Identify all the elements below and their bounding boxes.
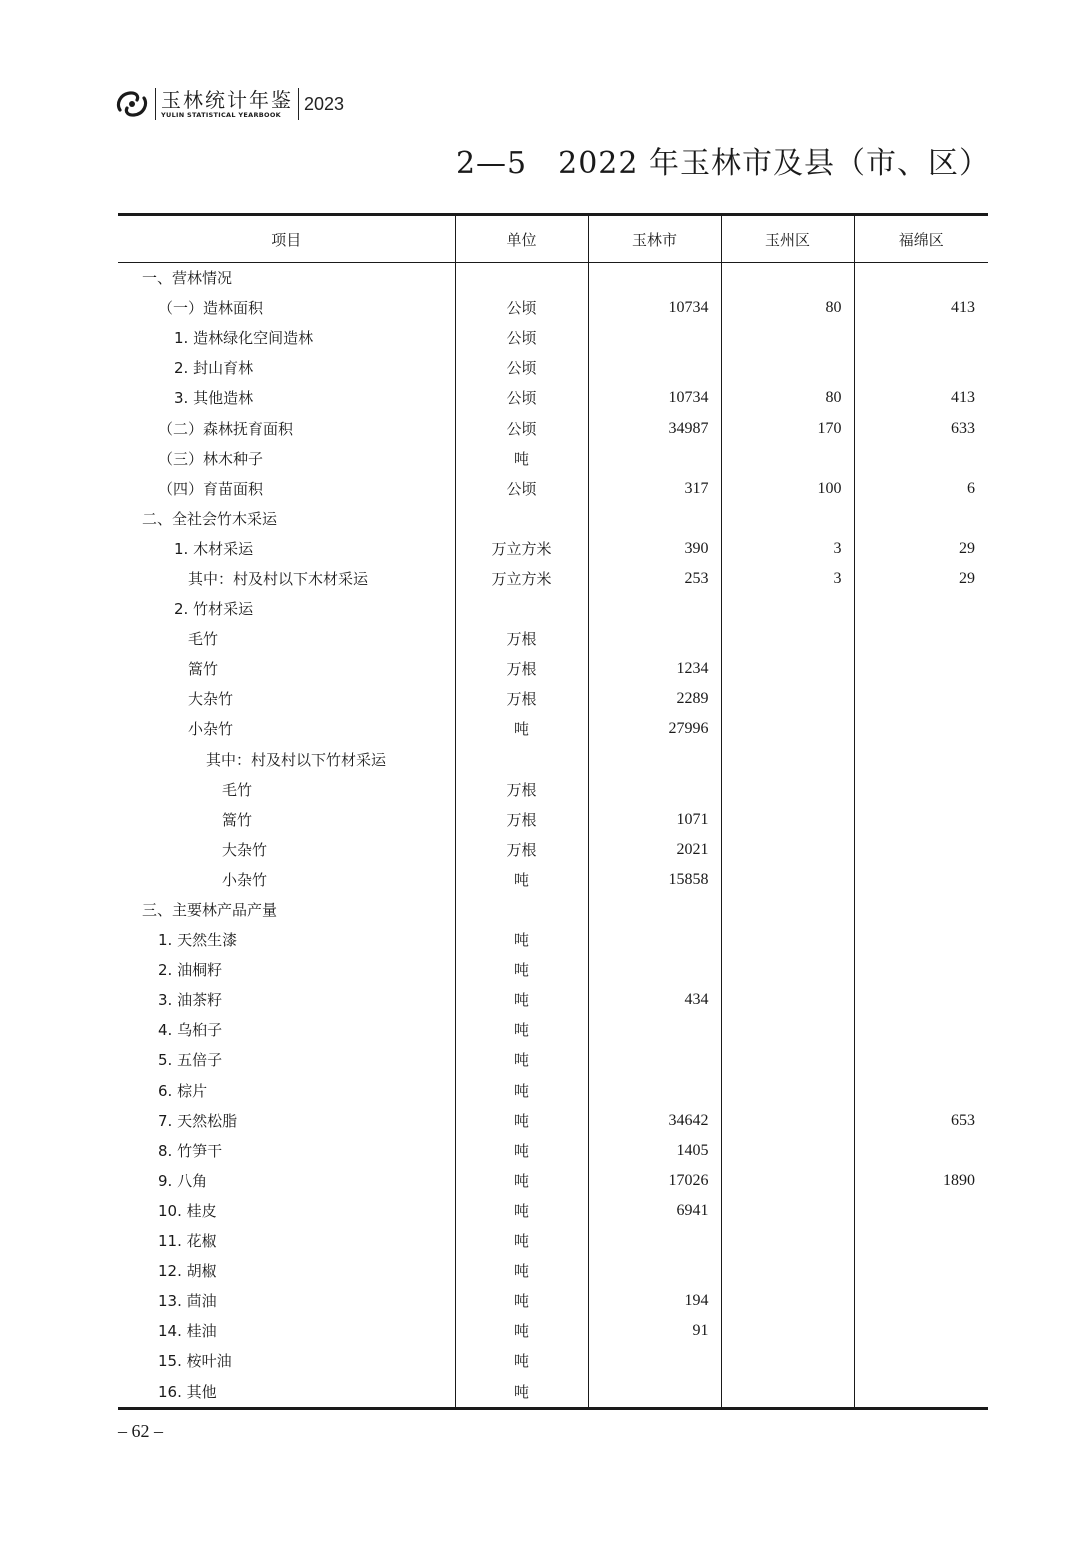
row-unit: 万根 <box>455 805 588 835</box>
table-row <box>118 1136 988 1166</box>
value-fumian <box>854 1376 988 1408</box>
value-yulin <box>588 775 721 805</box>
row-item-label: 3. 油茶籽 <box>158 991 223 1010</box>
table-row <box>118 925 988 955</box>
value-yulin: 317 <box>588 474 721 504</box>
value-yuzhou <box>721 835 854 865</box>
value-fumian: 1890 <box>854 1166 988 1196</box>
value-fumian <box>854 714 988 744</box>
value-yuzhou <box>721 714 854 744</box>
value-yuzhou <box>721 895 854 925</box>
row-item-label: 篙竹 <box>222 810 253 829</box>
value-yuzhou <box>721 323 854 353</box>
row-item-label: 13. 茴油 <box>158 1292 217 1311</box>
value-fumian <box>854 684 988 714</box>
value-yuzhou <box>721 925 854 955</box>
value-yuzhou <box>721 654 854 684</box>
value-yulin <box>588 323 721 353</box>
value-yuzhou <box>721 1136 854 1166</box>
value-yuzhou: 170 <box>721 413 854 443</box>
value-yulin <box>588 745 721 775</box>
row-unit: 吨 <box>455 1106 588 1136</box>
row-item-label: 15. 桉叶油 <box>158 1352 232 1371</box>
table-row <box>118 1196 988 1226</box>
value-yulin <box>588 1045 721 1075</box>
table-row <box>118 353 988 383</box>
value-yulin <box>588 1346 721 1376</box>
value-yuzhou: 80 <box>721 383 854 413</box>
row-item-label: 9. 八角 <box>158 1171 208 1190</box>
table-row <box>118 835 988 865</box>
value-fumian <box>854 1346 988 1376</box>
value-yulin <box>588 1256 721 1286</box>
value-yuzhou <box>721 1076 854 1106</box>
row-unit <box>455 263 588 294</box>
table-row <box>118 1346 988 1376</box>
table-row <box>118 474 988 504</box>
value-yuzhou <box>721 263 854 294</box>
table-row <box>118 383 988 413</box>
value-fumian: 633 <box>854 413 988 443</box>
table-row <box>118 654 988 684</box>
value-yuzhou <box>721 504 854 534</box>
row-item-label: （二）森林抚育面积 <box>158 419 294 438</box>
value-fumian <box>854 1196 988 1226</box>
value-fumian <box>854 865 988 895</box>
row-item-label: 小杂竹 <box>222 870 268 889</box>
table-row <box>118 1226 988 1256</box>
value-yuzhou <box>721 1316 854 1346</box>
row-item-label: 其中：村及村以下木材采运 <box>188 569 369 588</box>
value-yulin: 17026 <box>588 1166 721 1196</box>
row-item-label: 大杂竹 <box>222 840 268 859</box>
value-yuzhou <box>721 1376 854 1408</box>
value-yuzhou <box>721 955 854 985</box>
value-yulin <box>588 263 721 294</box>
value-fumian: 29 <box>854 534 988 564</box>
value-fumian <box>854 444 988 474</box>
table-row <box>118 745 988 775</box>
value-yulin <box>588 1226 721 1256</box>
value-yuzhou <box>721 1196 854 1226</box>
row-unit: 吨 <box>455 1286 588 1316</box>
value-fumian <box>854 775 988 805</box>
value-fumian: 413 <box>854 383 988 413</box>
page-number: – 62 – <box>118 1421 163 1441</box>
yearbook-logo-icon <box>114 88 150 120</box>
value-fumian <box>854 925 988 955</box>
row-unit: 吨 <box>455 1045 588 1075</box>
row-unit: 吨 <box>455 985 588 1015</box>
table-row <box>118 534 988 564</box>
value-yulin: 390 <box>588 534 721 564</box>
row-item-label: 2. 竹材采运 <box>174 600 254 619</box>
row-unit: 吨 <box>455 865 588 895</box>
value-yulin: 1071 <box>588 805 721 835</box>
brand-name-cn: 玉林统计年鉴 <box>161 87 293 112</box>
value-yuzhou: 3 <box>721 534 854 564</box>
value-yulin: 2021 <box>588 835 721 865</box>
row-item-label: 12. 胡椒 <box>158 1262 217 1281</box>
row-item-label: 5. 五倍子 <box>158 1051 223 1070</box>
row-unit: 吨 <box>455 444 588 474</box>
value-yulin <box>588 594 721 624</box>
value-yuzhou <box>721 775 854 805</box>
row-item-label: 其中：村及村以下竹材采运 <box>206 750 387 769</box>
row-unit: 万根 <box>455 654 588 684</box>
table-row <box>118 323 988 353</box>
value-yuzhou <box>721 865 854 895</box>
row-item-label: 1. 木材采运 <box>174 539 254 558</box>
value-fumian: 29 <box>854 564 988 594</box>
table-row <box>118 263 988 294</box>
value-yulin <box>588 895 721 925</box>
table-row <box>118 1106 988 1136</box>
value-yulin: 434 <box>588 985 721 1015</box>
table-row <box>118 895 988 925</box>
row-unit: 万根 <box>455 775 588 805</box>
value-yulin <box>588 1376 721 1408</box>
value-fumian <box>854 985 988 1015</box>
value-fumian: 653 <box>854 1106 988 1136</box>
row-unit: 公顷 <box>455 383 588 413</box>
row-unit: 公顷 <box>455 353 588 383</box>
table-row <box>118 1286 988 1316</box>
table-row <box>118 805 988 835</box>
value-fumian <box>854 745 988 775</box>
value-fumian <box>854 654 988 684</box>
table-row <box>118 413 988 443</box>
row-unit: 万根 <box>455 684 588 714</box>
table-row <box>118 1256 988 1286</box>
row-item-label: 11. 花椒 <box>158 1232 217 1251</box>
column-header-unit: 单位 <box>455 215 588 263</box>
row-unit: 吨 <box>455 955 588 985</box>
row-item-label: （三）林木种子 <box>158 449 264 468</box>
row-unit: 万根 <box>455 624 588 654</box>
value-yuzhou <box>721 1256 854 1286</box>
value-yulin: 253 <box>588 564 721 594</box>
table-row <box>118 1015 988 1045</box>
header-divider <box>155 88 156 120</box>
column-header-yuzhou: 玉州区 <box>721 215 854 263</box>
value-yulin: 27996 <box>588 714 721 744</box>
value-yuzhou <box>721 624 854 654</box>
value-fumian <box>854 1286 988 1316</box>
value-yulin <box>588 1015 721 1045</box>
value-yulin: 2289 <box>588 684 721 714</box>
row-unit: 吨 <box>455 1256 588 1286</box>
value-fumian <box>854 1045 988 1075</box>
row-item-label: 二、全社会竹木采运 <box>142 509 278 528</box>
value-fumian <box>854 353 988 383</box>
value-yulin <box>588 353 721 383</box>
row-unit: 吨 <box>455 1136 588 1166</box>
row-unit <box>455 504 588 534</box>
value-fumian <box>854 1316 988 1346</box>
value-yulin <box>588 444 721 474</box>
value-yulin: 91 <box>588 1316 721 1346</box>
column-header-yulin: 玉林市 <box>588 215 721 263</box>
row-item-label: 篙竹 <box>188 660 219 679</box>
value-yuzhou <box>721 1106 854 1136</box>
table-body <box>118 263 988 1409</box>
row-item-label: 7. 天然松脂 <box>158 1111 238 1130</box>
brand-name-en: YULIN STATISTICAL YEARBOOK <box>161 110 282 119</box>
row-unit: 吨 <box>455 1076 588 1106</box>
row-unit <box>455 594 588 624</box>
row-item-label: 2. 封山育林 <box>174 359 254 378</box>
table-row <box>118 1076 988 1106</box>
table-row <box>118 444 988 474</box>
value-yulin: 15858 <box>588 865 721 895</box>
value-fumian <box>854 323 988 353</box>
table-row <box>118 1316 988 1346</box>
column-header-item: 项目 <box>118 215 455 263</box>
value-fumian <box>854 1226 988 1256</box>
row-unit: 吨 <box>455 1015 588 1045</box>
value-yulin <box>588 624 721 654</box>
value-yulin: 1234 <box>588 654 721 684</box>
value-yulin: 34642 <box>588 1106 721 1136</box>
row-item-label: 10. 桂皮 <box>158 1201 217 1220</box>
value-yulin: 10734 <box>588 293 721 323</box>
value-yuzhou <box>721 1015 854 1045</box>
row-item-label: 三、主要林产品产量 <box>142 901 278 920</box>
table-row <box>118 504 988 534</box>
row-unit: 万立方米 <box>455 534 588 564</box>
value-fumian <box>854 1015 988 1045</box>
value-fumian <box>854 1076 988 1106</box>
table-row <box>118 1045 988 1075</box>
row-unit: 公顷 <box>455 474 588 504</box>
value-fumian <box>854 624 988 654</box>
value-yulin <box>588 504 721 534</box>
table-row <box>118 624 988 654</box>
row-unit: 吨 <box>455 714 588 744</box>
row-item-label: 小杂竹 <box>188 720 234 739</box>
row-item-label: 8. 竹笋干 <box>158 1141 223 1160</box>
value-yuzhou: 80 <box>721 293 854 323</box>
value-yuzhou <box>721 1346 854 1376</box>
table-title: 2—5 2022 年玉林市及县（市、区） <box>455 146 990 181</box>
row-unit: 吨 <box>455 1166 588 1196</box>
value-yulin: 1405 <box>588 1136 721 1166</box>
table-row <box>118 865 988 895</box>
value-yuzhou <box>721 444 854 474</box>
row-item-label: （四）育苗面积 <box>158 479 264 498</box>
table-row <box>118 293 988 323</box>
row-unit: 吨 <box>455 925 588 955</box>
value-fumian <box>854 594 988 624</box>
value-fumian <box>854 955 988 985</box>
value-yuzhou: 100 <box>721 474 854 504</box>
value-yuzhou <box>721 1166 854 1196</box>
row-item-label: 6. 棕片 <box>158 1081 208 1100</box>
row-unit: 吨 <box>455 1196 588 1226</box>
row-item-label: 16. 其他 <box>118 1376 455 1408</box>
value-yuzhou <box>721 594 854 624</box>
value-yuzhou <box>721 985 854 1015</box>
value-fumian <box>854 1136 988 1166</box>
row-unit <box>455 895 588 925</box>
value-yuzhou <box>721 353 854 383</box>
value-fumian <box>854 805 988 835</box>
table-row <box>118 985 988 1015</box>
value-fumian: 413 <box>854 293 988 323</box>
brand-block <box>161 89 293 120</box>
value-fumian <box>854 835 988 865</box>
row-item-label: 一、营林情况 <box>142 269 233 288</box>
value-fumian <box>854 504 988 534</box>
row-item-label: 14. 桂油 <box>158 1322 217 1341</box>
value-fumian <box>854 263 988 294</box>
row-item-label: 大杂竹 <box>188 690 234 709</box>
table-row <box>118 564 988 594</box>
value-yuzhou <box>721 1286 854 1316</box>
value-yulin <box>588 955 721 985</box>
table-row <box>118 955 988 985</box>
header-divider <box>298 88 299 120</box>
value-fumian: 6 <box>854 474 988 504</box>
value-yuzhou <box>721 805 854 835</box>
value-yulin <box>588 1076 721 1106</box>
table-header-row <box>118 215 988 263</box>
row-unit: 吨 <box>455 1376 588 1408</box>
table-row <box>118 1166 988 1196</box>
value-fumian <box>854 895 988 925</box>
value-yuzhou <box>721 684 854 714</box>
row-item-label: 2. 油桐籽 <box>158 961 223 980</box>
statistics-table <box>118 213 988 1410</box>
row-unit: 吨 <box>455 1346 588 1376</box>
row-item-label: 4. 乌桕子 <box>158 1021 223 1040</box>
value-yulin <box>588 925 721 955</box>
row-item-label: 1. 天然生漆 <box>158 931 238 950</box>
value-yuzhou <box>721 745 854 775</box>
yearbook-year: 2023 <box>304 93 345 114</box>
row-unit: 公顷 <box>455 293 588 323</box>
row-item-label: 毛竹 <box>222 780 253 799</box>
column-header-fumian: 福绵区 <box>854 215 988 263</box>
value-yulin: 10734 <box>588 383 721 413</box>
row-unit: 万立方米 <box>455 564 588 594</box>
value-yuzhou <box>721 1045 854 1075</box>
row-unit: 吨 <box>455 1316 588 1346</box>
row-unit: 公顷 <box>455 323 588 353</box>
row-unit <box>455 745 588 775</box>
value-yulin: 34987 <box>588 413 721 443</box>
value-yuzhou: 3 <box>721 564 854 594</box>
row-item-label: 1. 造林绿化空间造林 <box>174 329 314 348</box>
row-item-label: 3. 其他造林 <box>174 389 254 408</box>
table-row <box>118 684 988 714</box>
value-yulin: 6941 <box>588 1196 721 1226</box>
value-yuzhou <box>721 1226 854 1256</box>
row-unit: 万根 <box>455 835 588 865</box>
value-yulin: 194 <box>588 1286 721 1316</box>
table-row <box>118 594 988 624</box>
row-unit: 吨 <box>455 1226 588 1256</box>
table-row <box>118 775 988 805</box>
row-item-label: 毛竹 <box>188 630 219 649</box>
page-header <box>114 84 344 124</box>
table-row <box>118 1376 988 1408</box>
statistics-table-container <box>118 213 988 1410</box>
row-unit: 公顷 <box>455 413 588 443</box>
value-fumian <box>854 1256 988 1286</box>
row-item-label: （一）造林面积 <box>158 299 264 318</box>
table-row <box>118 714 988 744</box>
